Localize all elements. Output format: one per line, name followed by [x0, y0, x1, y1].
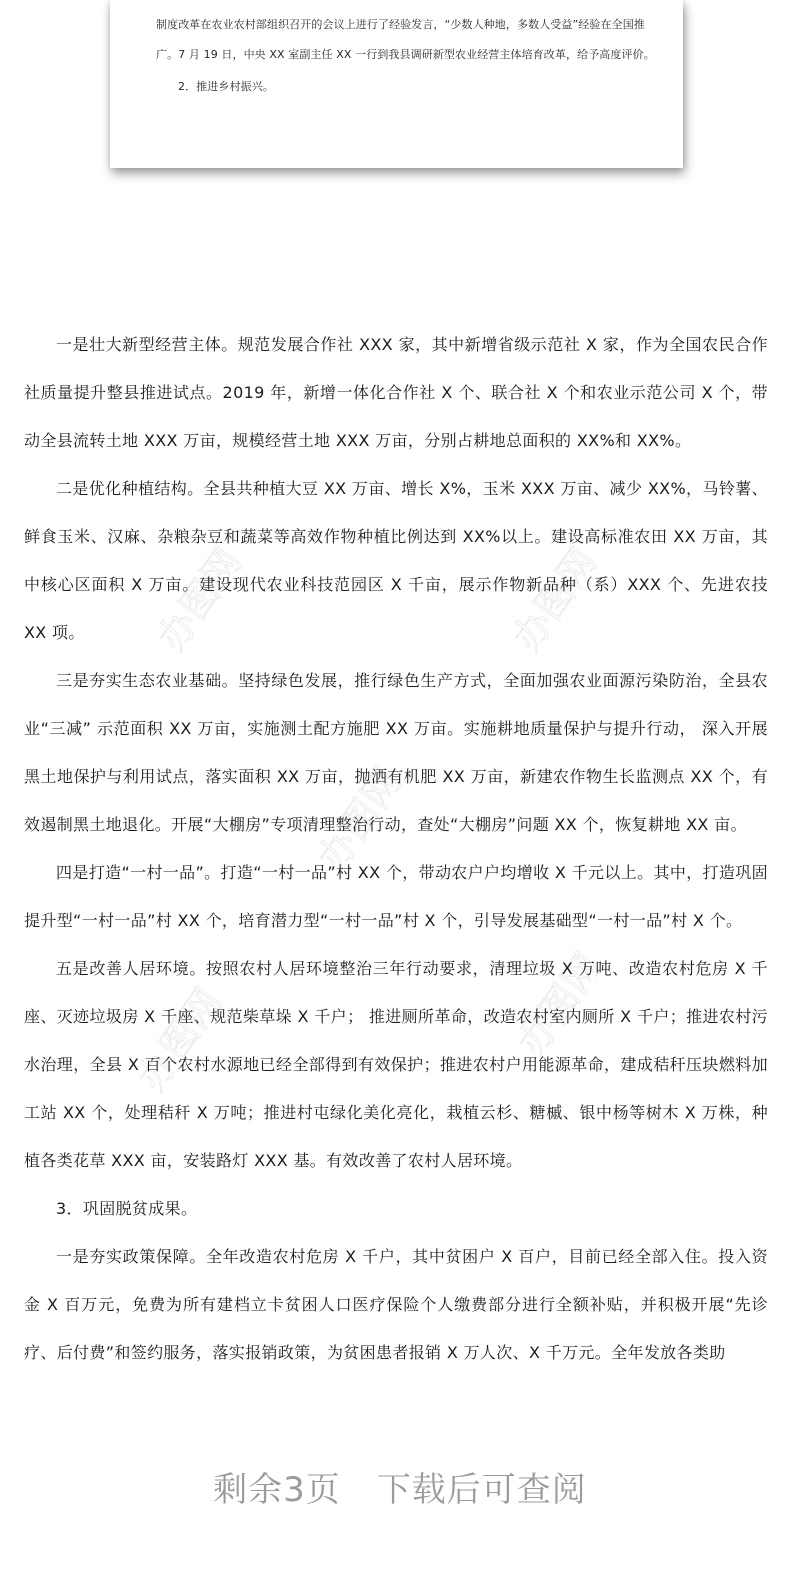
paragraph-ecological-agriculture: 三是夯实生态农业基础。坚持绿色发展，推行绿色生产方式，全面加强农业面源污染防治，全县农业“三减” 示范面积 XX 万亩，实施测土配方施肥 XX 万亩。实施耕地质量保护与提升行动， 深入开展黑土地保护与利用试点，落实面积 XX 万亩，抛洒有机肥 XX 万亩，新建农作物生长监测点 XX 个，有效遏制黑土地退化。开展“大棚房”专项清理整治行动，查处“大棚房”问题 XX 个，恢复耕地 XX 亩。	[24, 671, 768, 834]
paragraph-one-village-one-product: 四是打造“一村一品”。打造“一村一品”村 XX 个，带动农户户均增收 X 千元以上。其中，打造巩固提升型“一村一品”村 XX 个，培育潜力型“一村一品”村 X 个，引导发展基础型“一村一品”村 X 个。	[24, 863, 768, 930]
paragraph-living-environment: 五是改善人居环境。按照农村人居环境整治三年行动要求，清理垃圾 X 万吨、改造农村危房 X 千座、灭迹垃圾房 X 千座、规范柴草垛 X 千户； 推进厕所革命，改造农村室内厕所 X 千户；推进农村污水治理，全县 X 百个农村水源地已经全部得到有效保护；推进农村户用能源革命，建成秸秆压块燃料加工站 XX 个，处理秸秆 X 万吨；推进村屯绿化美化亮化，栽植云杉、糖槭、银中杨等树木 X 万株，种植各类花草 XXX 亩，安装路灯 XXX 基。有效改善了农村人居环境。	[24, 959, 768, 1170]
preview-line: 制度改革在农业农村部组织召开的会议上进行了经验发言，“少数人种地，多数人受益”经验在全国推	[156, 18, 645, 31]
download-to-view-label[interactable]: 下载后可查阅	[376, 1470, 587, 1510]
watermark: 办图网	[129, 980, 231, 1099]
watermark: 办图网	[504, 540, 606, 659]
document-body	[24, 321, 768, 1377]
previous-page-preview	[110, 0, 683, 168]
preview-line: 广。7 月 19 日，中央 XX 室副主任 XX 一行到我县调研新型农业经营主体培育改革，给予高度评价。	[156, 48, 655, 61]
preview-line: 2．推进乡村振兴。	[178, 80, 274, 93]
watermark: 办图网	[149, 540, 251, 659]
download-prompt[interactable]	[0, 1462, 800, 1511]
watermark: 办图网	[509, 945, 611, 1064]
section-heading-poverty: 3．巩固脱贫成果。	[56, 1199, 198, 1218]
watermark: 办图网	[309, 760, 411, 879]
remaining-pages-label: 剩余3页	[213, 1470, 341, 1510]
paragraph-policy-support: 一是夯实政策保障。全年改造农村危房 X 千户，其中贫困户 X 百户，目前已经全部入住。投入资金 X 百万元，免费为所有建档立卡贫困人口医疗保险个人缴费部分进行全额补贴，并积极开展“先诊疗、后付费”和签约服务，落实报销政策，为贫困患者报销 X 万人次、X 千万元。全年发放各类助	[24, 1247, 768, 1362]
paragraph-new-business-entities: 一是壮大新型经营主体。规范发展合作社 XXX 家，其中新增省级示范社 X 家，作为全国农民合作社质量提升整县推进试点。2019 年，新增一体化合作社 X 个、联合社 X 个和农业示范公司 X 个，带动全县流转土地 XXX 万亩，规模经营土地 XXX 万亩，分别占耕地总面积的 XX%和 XX%。	[24, 335, 768, 450]
paragraph-planting-structure: 二是优化种植结构。全县共种植大豆 XX 万亩、增长 X%，玉米 XXX 万亩、减少 XX%，马铃薯、鲜食玉米、汉麻、杂粮杂豆和蔬菜等高效作物种植比例达到 XX%以上。建设高标准农田 XX 万亩，其中核心区面积 X 万亩。建设现代农业科技范园区 X 千亩，展示作物新品种（系）XXX 个、先进农技 XX 项。	[24, 479, 768, 642]
